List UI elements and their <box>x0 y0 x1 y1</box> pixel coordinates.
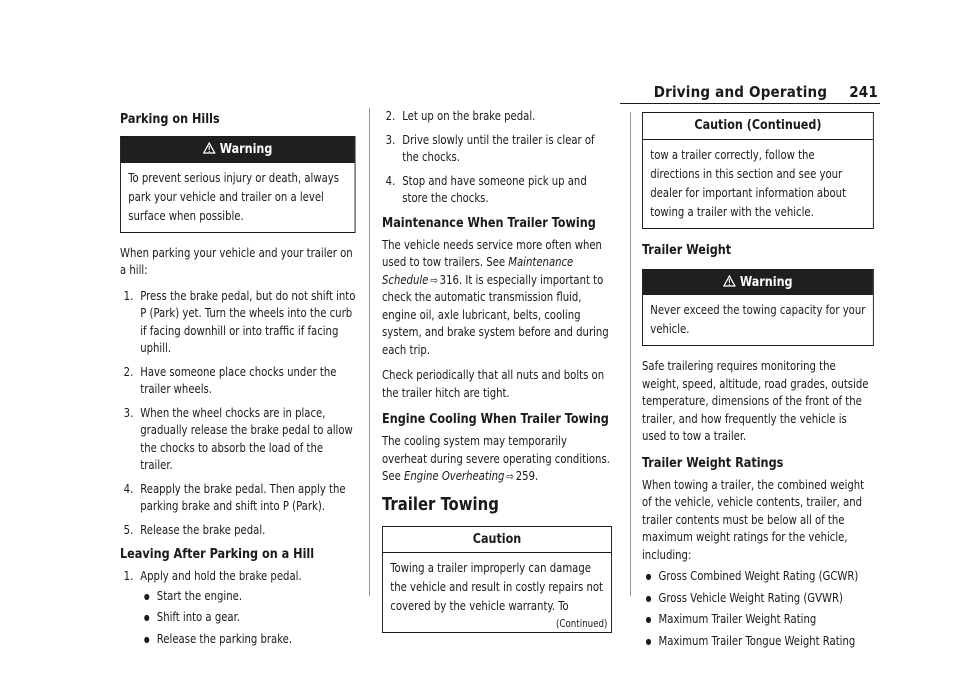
list-item: 1. Press the brake pedal, but do not shift into P (Park) yet. Turn the wheels into the curb if facing downhill or into traffic if facing uphill. <box>123 288 356 355</box>
column-divider-1 <box>369 108 370 596</box>
column-1 <box>120 108 356 654</box>
list-item: 4. Reapply the brake pedal. Then apply the parking brake and shift into P (Park). <box>123 481 346 513</box>
list-item: 3. Drive slowly until the trailer is clear of the chocks. <box>385 132 595 164</box>
list-item: ● Gross Combined Weight Rating (GCWR) <box>642 568 874 586</box>
warning-triangle-icon <box>203 142 216 154</box>
heading-maintenance-trailer-towing: Maintenance When Trailer Towing <box>382 214 596 231</box>
list-item: 2. Have someone place chocks under the trailer wheels. <box>123 364 337 396</box>
list-item: 5. Release the brake pedal. <box>123 522 266 537</box>
weight-ratings-list <box>642 568 874 650</box>
warning-box-parking <box>120 136 356 233</box>
page-reference-arrow-icon: ⇨ <box>430 273 438 287</box>
leaving-steps-list <box>120 568 356 648</box>
paragraph-check-hitch: Check periodically that all nuts and bolts on the trailer hitch are tight. <box>382 368 605 400</box>
list-item: ● Release the parking brake. <box>140 631 355 649</box>
list-item: ● Start the engine. <box>140 588 355 606</box>
list-item: 3. When the wheel chocks are in place, gradually release the brake pedal to allow the chocks to absorb the load of the trailer. <box>123 405 353 472</box>
list-item: ● Gross Vehicle Weight Rating (GVWR) <box>642 590 874 608</box>
heading-engine-cooling: Engine Cooling When Trailer Towing <box>382 411 609 427</box>
caution-box-continued <box>642 112 874 229</box>
continued-label: (Continued) <box>556 618 608 630</box>
heading-parking-on-hills: Parking on Hills <box>120 111 220 127</box>
warning-body: To prevent serious injury or death, always park your vehicle and trailer on a level surface when possible. <box>128 170 340 223</box>
section-title: Driving and Operating <box>653 83 828 101</box>
warning-triangle-icon <box>723 275 736 287</box>
caution-header: Caution <box>383 527 611 554</box>
page-number: 241 <box>849 83 878 101</box>
page-ref-259[interactable]: 259 <box>515 469 536 483</box>
paragraph-parking-intro: When parking your vehicle and your trailer on a hill: <box>120 245 353 277</box>
list-item: ● Maximum Trailer Weight Rating <box>642 611 874 629</box>
warning-title: Warning <box>219 141 273 157</box>
list-item: ● Maximum Trailer Tongue Weight Rating <box>642 633 874 651</box>
caution-continued-body: tow a trailer correctly, follow the directions in this section and see your dealer for important information about towing a trailer with the vehicle. <box>650 147 847 219</box>
leaving-steps-continued <box>382 108 612 208</box>
paragraph-weight-ratings: When towing a trailer, the combined weight of the vehicle, vehicle contents, trailer, and trailer contents must be below all of the maximum weight ratings for the vehicle, including: <box>642 477 865 562</box>
paragraph-cooling: The cooling system may temporarily overheat during severe operating conditions. See Engine Overheating ⇨ 259. <box>382 434 610 483</box>
warning-box-towing-capacity <box>642 269 874 347</box>
column-divider-2 <box>630 112 631 596</box>
heading-trailer-weight: Trailer Weight <box>642 241 732 258</box>
warning-header <box>643 270 873 296</box>
page-ref-316[interactable]: 316 <box>439 272 459 287</box>
link-maintenance-schedule[interactable]: Maintenance Schedule <box>382 255 574 287</box>
warning-title: Warning <box>739 273 793 290</box>
paragraph-maintenance: The vehicle needs service more often when used to tow trailers. See Maintenance Schedule ⇨ 316. It is especially important to check the automatic transmission fluid, engine oil, axle lubricant, belts, cooling system, and brake system before and during each trip. <box>382 237 609 357</box>
page-reference-arrow-icon: ⇨ <box>506 470 514 483</box>
list-item: ● Shift into a gear. <box>140 609 355 627</box>
heading-trailer-weight-ratings: Trailer Weight Ratings <box>642 454 784 471</box>
column-2 <box>382 108 612 645</box>
paragraph-safe-trailering: Safe trailering requires monitoring the weight, speed, altitude, road grades, outside temperature, dimensions of the front of the trailer, and how frequently the vehicle is used to tow a trailer. <box>642 359 869 443</box>
caution-body: Towing a trailer improperly can damage the vehicle and result in costly repairs not covered by the vehicle warranty. To <box>390 561 604 613</box>
header-rule <box>620 103 880 104</box>
list-item: 4. Stop and have someone pick up and store the chocks. <box>385 173 587 205</box>
parking-steps-list <box>120 288 356 540</box>
list-item: 1. Apply and hold the brake pedal. ● Start the engine. ● Shift into a gear. ● Release the parking brake. <box>120 568 356 648</box>
page-header <box>654 83 878 103</box>
list-item: 2. Let up on the brake pedal. <box>385 109 536 123</box>
warning-header <box>121 137 355 163</box>
heading-trailer-towing: Trailer Towing <box>382 493 499 515</box>
caution-box <box>382 526 612 634</box>
leaving-substeps-list <box>140 588 355 649</box>
heading-leaving-after-parking: Leaving After Parking on a Hill <box>120 546 315 562</box>
link-engine-overheating[interactable]: Engine Overheating <box>404 469 505 483</box>
warning-body: Never exceed the towing capacity for your vehicle. <box>650 303 866 336</box>
column-3 <box>642 112 874 654</box>
caution-continued-header: Caution (Continued) <box>643 113 873 140</box>
